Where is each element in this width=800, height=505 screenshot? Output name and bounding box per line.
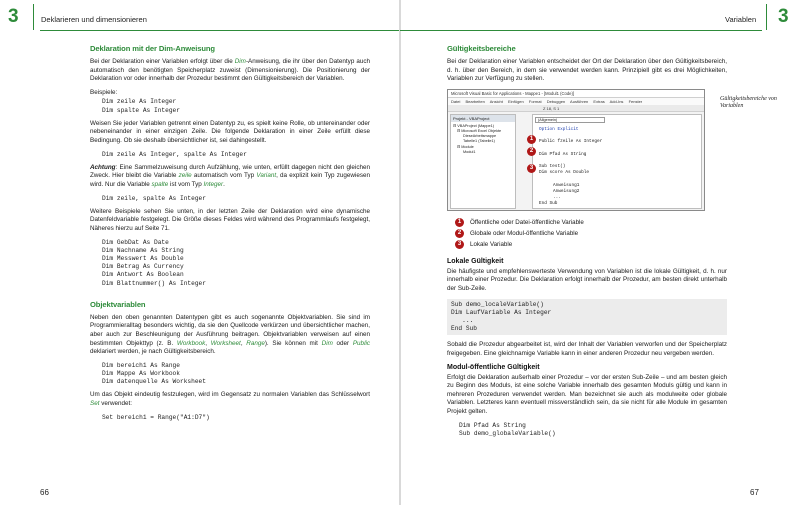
legend-row: 3 Lokale Variable	[455, 239, 727, 250]
code-window	[532, 114, 702, 209]
dim-paragraph-2: Weisen Sie jeder Variablen getrennt einen Datentyp zu, es spielt keine Rolle, ob untereinander oder nebeneinander in einer einzigen Zeile. Die folgende Deklaration in einer Zeile erfüllt diese Bedingung. Ob sie deshalb übersichtlicher ist, sei dahingestellt.	[90, 119, 370, 144]
tree-item: Tabelle1 (Tabelle1)	[463, 139, 495, 144]
running-header-left: Deklarieren und dimensionieren	[41, 15, 147, 24]
tree-item: ⊟ Module	[457, 144, 474, 149]
right-page	[400, 0, 800, 505]
section-title-modul: Modul-öffentliche Gültigkeit	[447, 363, 540, 371]
page-number-right: 67	[750, 488, 759, 497]
section-title-gueltigkeit: Gültigkeitsbereiche	[447, 44, 516, 53]
obj-paragraph-2: Um das Objekt eindeutig festzulegen, wird im Gegensatz zu normalen Variablen das Schlüsselwort Set verwendet:	[90, 391, 370, 407]
object-combo: (Allgemein)	[535, 117, 605, 123]
vba-editor-screenshot	[447, 89, 705, 211]
tree-item: Modul1	[463, 149, 476, 154]
vba-menu-item: Format	[528, 98, 542, 104]
header-rule-right	[400, 30, 762, 31]
marker-legend	[455, 217, 727, 250]
running-header-right: Variablen	[725, 15, 757, 24]
vba-menu-item: Fenster	[628, 98, 643, 104]
right-content	[447, 44, 727, 443]
code-lokal: Sub demo_localeVariable() Dim LaufVariable As Integer ... End Sub	[447, 299, 727, 336]
modul-paragraph: Erfolgt die Deklaration außerhalb einer Prozedur – vor der ersten Sub-Zeile – und am besten gleich zu Beginn des Moduls, ist eine solche Variable innerhalb des gesamten Moduls gültig und kann in mehreren Prozeduren verwendet werden. Man bezeichnet sie auch als modulweite oder globale Variablen. Letzteres kann eventuell missverständlich sein, da sie nicht für alle Module im gesamten Projekt gelten.	[447, 373, 727, 415]
tree-item: ⊟ Microsoft Excel Objekte	[457, 128, 502, 133]
code-modul: Dim Pfad As String Sub demo_globaleVariable()	[459, 421, 556, 437]
code-example-2: Dim zeile As Integer, spalte As Integer	[102, 150, 247, 158]
dim-paragraph-4: Weitere Beispiele sehen Sie unten, in der letzten Zeile der Deklaration wird eine dynamische Datenfeldvariable festgelegt. Die Größe dieses Feldes wird während des Programmlaufs festgelegt, Näheres hierzu auf Seite 71.	[90, 207, 370, 232]
vba-titlebar: Microsoft Visual Basic for Applications - Mappe1 - [Modul1 (Code)]	[448, 90, 704, 98]
vba-menu-item: Bearbeiten	[465, 98, 485, 104]
vba-code: Option Explicit Public fzeile As Integer Dim Pfad As String Sub test() Dim score As Double Anweisung1 Anweisung2 ... End Sub	[539, 126, 603, 207]
marker-1-icon: 1	[527, 135, 536, 144]
vba-menu-item: Einfügen	[507, 98, 524, 104]
legend-row: 1 Öffentliche oder Datei-öffentliche Variable	[455, 217, 727, 228]
project-explorer-title: Projekt - VBAProject	[451, 115, 515, 122]
vba-toolbar	[448, 105, 704, 112]
marker-2-icon: 2	[527, 147, 536, 156]
chapter-divider-right	[766, 4, 767, 30]
vba-menu-item: Debuggen	[546, 98, 566, 104]
vba-menu-item: Ausführen	[570, 98, 589, 104]
figure-caption: Gültigkeitsbereiche von Variablen	[720, 96, 777, 109]
code-objekt-2: Set bereich1 = Range("A1:D7")	[102, 413, 210, 421]
section-title-lokal: Lokale Gültigkeit	[447, 257, 504, 265]
tree-item: ⊟ VBAProject (Mappe1)	[453, 123, 494, 128]
legend-marker-2-icon: 2	[455, 229, 464, 238]
project-explorer	[450, 114, 516, 209]
vba-menu-item: Ansicht	[489, 98, 503, 104]
dim-paragraph-1: Bei der Deklaration einer Variablen erfolgt über die Dim-Anweisung, die ihr über den Datentyp auch automatisch den benötigten Speicherplatz zuweist (Dimensionierung). Die Positionierung der Deklaration vor oder innerhalb der Prozedur bestimmt den Gültigkeitsbereich der Variablen.	[90, 58, 370, 83]
code-objekt-1: Dim bereich1 As Range Dim Mappe As Workbook Dim datenquelle As Worksheet	[102, 361, 206, 386]
vba-cursor-position: Z 18, S 1	[543, 105, 560, 111]
section-title-dim: Deklaration mit der Dim-Anweisung	[90, 44, 215, 53]
project-tree	[451, 122, 515, 157]
chapter-number-right: 3	[778, 6, 789, 27]
section-title-objektvariablen: Objektvariablen	[90, 299, 146, 309]
legend-marker-3-icon: 3	[455, 240, 464, 249]
code-example-1: Dim zeile As Integer Dim spalte As Integer	[102, 98, 180, 114]
vba-menu-item: Extras	[593, 98, 605, 104]
left-content	[90, 44, 370, 427]
chapter-number-left: 3	[8, 6, 19, 27]
page-number-left: 66	[40, 488, 49, 497]
lokal-paragraph-1: Die häufigste und empfehlenswerteste Verwendung von Variablen ist die lokale Gültigkeit, d. h. nur innerhalb einer Prozedur. Die Deklaration erfolgt innerhalb der Prozedur, am besten direkt unterhalb der Sub-Zeile.	[447, 267, 727, 292]
vba-menu-item: Add-Ins	[609, 98, 624, 104]
code-example-4: Dim GebDat As Date Dim Nachname As String Dim Messwert As Double Dim Betrag As Currency Dim Antwort As Boolean Dim Blattnummer() As Integer	[102, 238, 206, 287]
example-label: Beispiele:	[90, 88, 118, 96]
vba-menu-item: Datei	[451, 98, 461, 104]
dim-paragraph-3: Achtung: Eine Sammelzuweisung durch Aufzählung, wie unten, erfüllt dagegen nicht den gleichen Zweck. Hier bleibt die Variable zeile automatisch vom Typ Variant, da explizit kein Typ zugewiesen wird. Nur die Variable spalte ist vom Typ Integer.	[90, 163, 370, 188]
code-example-3: Dim zeile, spalte As Integer	[102, 194, 206, 202]
vba-menubar	[448, 98, 704, 105]
legend-marker-1-icon: 1	[455, 218, 464, 227]
lokal-paragraph-2: Sobald die Prozedur abgearbeitet ist, wird der Inhalt der Variablen verworfen und der Speicherplatz freigegeben. Eine gleichnamige Variable kann in einer anderen Prozedur neu vergeben werden.	[447, 341, 727, 357]
chapter-divider-left	[33, 4, 34, 30]
marker-3-icon: 3	[527, 164, 536, 173]
tree-item: DieseArbeitsmappe	[463, 134, 497, 139]
legend-row: 2 Globale oder Modul-öffentliche Variable	[455, 228, 727, 239]
gueltigkeit-paragraph: Bei der Deklaration einer Variablen entscheidet der Ort der Deklaration über den Gültigkeitsbereich, d. h. über den Bereich, in dem sie verwendet werden kann. Prinzipiell gibt es drei Möglichkeiten, Variablen zur Verfügung zu stellen.	[447, 58, 727, 83]
obj-paragraph-1: Neben den oben genannten Datentypen gibt es auch sogenannte Objektvariablen. Sie sind im Programmieralltag besonders wichtig, da sie den Quellcode verkürzen und übersichtlicher machen, aber auch zur Beschleunigung der Ausführung beitragen. Objektvariablen verweisen auf einen bestimmten Objekttyp (z. B. Workbook, Worksheet, Range). Sie können mit Dim oder Public deklariert werden, je nach Gültigkeitsbereich.	[90, 313, 371, 356]
header-rule-left	[40, 30, 400, 31]
